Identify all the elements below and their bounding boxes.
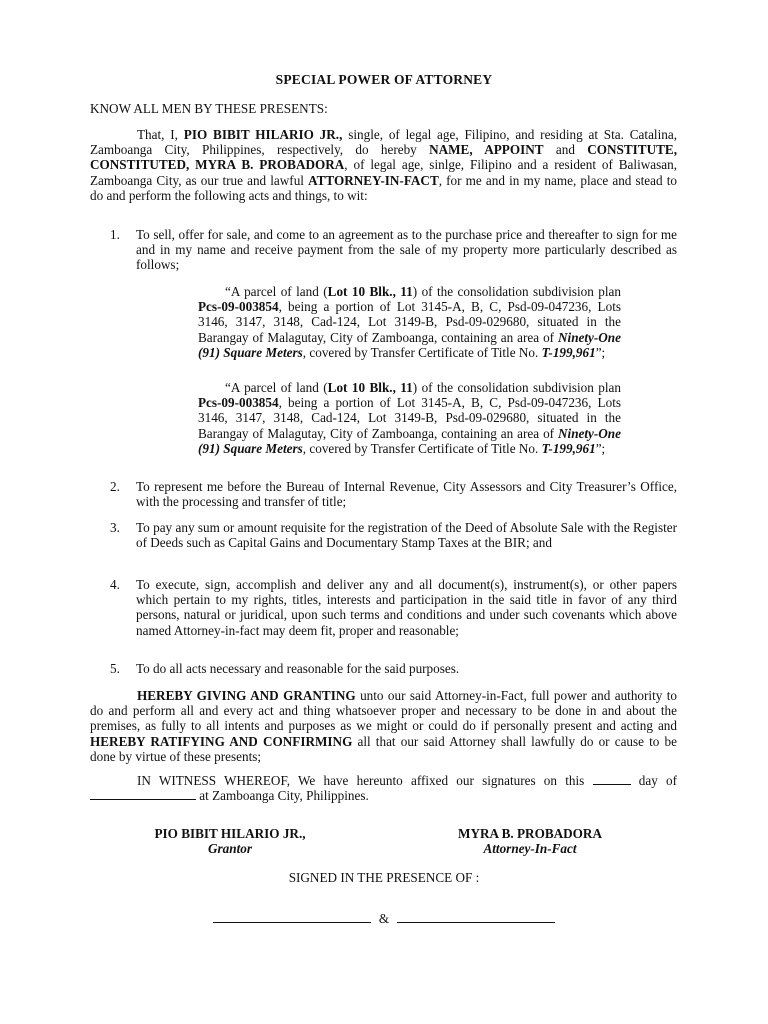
witness-paragraph — [90, 773, 677, 803]
item-number: 1. — [110, 227, 120, 242]
attorney-signature-block — [430, 826, 630, 856]
parcel-text: , covered by Transfer Certificate of Title No. — [302, 440, 542, 456]
powers-list-item-2 — [110, 479, 677, 509]
hereby-text: unto our said Attorney-in-Fact, full power and authority to do and perform all and every act and thing whatsoever proper and necessary to be done in and about the premises, as fully to all intents and purposes as we might or could do if personally present and acting and — [90, 688, 677, 734]
list-item — [110, 520, 677, 550]
list-item — [110, 479, 677, 509]
witness-2-signature-line[interactable] — [397, 910, 555, 923]
intro-paragraph — [90, 127, 677, 203]
name-appoint-text: NAME, APPOINT — [429, 142, 544, 158]
intro-text: , for me and in my name, place and stead to do and perform the following acts and things, to wit: — [90, 172, 677, 203]
witness-signature-lines — [0, 910, 768, 926]
month-blank-field[interactable] — [90, 788, 196, 800]
hereby-giving-paragraph — [90, 688, 677, 764]
plan-number: Pcs-09-003854 — [198, 299, 279, 315]
item-text: To execute, sign, accomplish and deliver any and all document(s), instrument(s), or other papers which pertain to my rights, titles, interests and participation in the said title in favor of any third persons, natural or juridical, upon such terms and conditions and under such covenants which above named Attorney-in-fact may deem fit, proper and reasonable; — [136, 577, 677, 638]
witness-text: IN WITNESS WHEREOF, We have hereunto affixed our signatures on this — [137, 773, 593, 788]
witness-text: day of — [630, 773, 678, 788]
item-number: 3. — [110, 520, 120, 535]
attorney-role: Attorney-In-Fact — [483, 841, 577, 857]
parcel-text: , being a portion of Lot 3145-A, B, C, Psd-09-047236, Lots 3146, 3147, 3148, Cad-124, Lot 3149-B, Psd-09-029680, situated in the Barangay of Malagutay, City of Zamboanga, containing an area of — [198, 299, 621, 345]
tct-number: T-199,961 — [541, 440, 596, 456]
powers-list-item-4 — [110, 577, 677, 638]
powers-list-item-5 — [110, 661, 677, 676]
know-all-men-heading: KNOW ALL MEN BY THESE PRESENTS: — [90, 101, 328, 116]
lot-number: Lot 10 Blk., 11 — [327, 380, 413, 395]
witness-1-signature-line[interactable] — [213, 910, 371, 923]
grantor-role: Grantor — [208, 841, 252, 857]
lot-number: Lot 10 Blk., 11 — [327, 284, 413, 299]
hereby-text: all that our said Attorney shall lawfully do or cause to be done by virtue of these presents; — [90, 733, 677, 764]
tct-number: T-199,961 — [541, 344, 596, 360]
grantor-name: PIO BIBIT HILARIO JR., — [154, 826, 306, 841]
ampersand: & — [378, 911, 390, 926]
attorney-in-fact-inline: ATTORNEY-IN-FACT — [308, 172, 439, 188]
grantor-name-inline: PIO BIBIT HILARIO JR., — [183, 127, 343, 142]
item-text: To pay any sum or amount requisite for the registration of the Deed of Absolute Sale with the Register of Deeds such as Capital Gains and Documentary Stamp Taxes at the BIR; and — [136, 520, 677, 551]
parcel-area: Ninety-One (91) Square Meters — [198, 425, 621, 456]
list-item — [110, 661, 677, 676]
grantor-signature-block — [120, 826, 340, 856]
parcel-description-2 — [198, 380, 621, 456]
parcel-text: “A parcel of land ( — [225, 284, 328, 299]
parcel-text: , covered by Transfer Certificate of Title No. — [302, 344, 542, 360]
parcel-text: “A parcel of land ( — [225, 380, 328, 395]
parcel-area: Ninety-One (91) Square Meters — [198, 329, 621, 360]
day-blank-field[interactable] — [593, 773, 631, 785]
intro-text: and — [543, 142, 588, 158]
constitute-text: CONSTITUTE, CONSTITUTED, MYRA B. PROBADORA — [90, 142, 677, 173]
hereby-ratifying-text: HEREBY RATIFYING AND CONFIRMING — [90, 733, 353, 749]
parcel-text: ) of the consolidation subdivision plan — [412, 380, 621, 395]
intro-text: single, of legal age, Filipino, and residing at Sta. Catalina, Zamboanga City, Philippines, respectively, do hereby — [90, 127, 677, 158]
item-text: To do all acts necessary and reasonable for the said purposes. — [136, 661, 460, 676]
document-title: SPECIAL POWER OF ATTORNEY — [275, 72, 493, 87]
parcel-description-1 — [198, 284, 621, 360]
item-text: To represent me before the Bureau of Internal Revenue, City Assessors and City Treasurer’s Office, with the processing and transfer of title; — [136, 479, 677, 510]
intro-text: , of legal age, sinlge, Filipino and a resident of Baliwasan, Zamboanga City, as our true and lawful — [90, 157, 677, 188]
parcel-text: ) of the consolidation subdivision plan — [412, 284, 621, 299]
item-text: To sell, offer for sale, and come to an agreement as to the purchase price and thereafter to sign for me and in my name and receive payment from the sale of my property more particularly described as follows; — [136, 227, 677, 273]
item-number: 4. — [110, 577, 120, 592]
list-item — [110, 227, 677, 273]
attorney-name: MYRA B. PROBADORA — [458, 826, 602, 841]
plan-number: Pcs-09-003854 — [198, 395, 279, 411]
parcel-text: ”; — [595, 440, 606, 456]
powers-list-item-3 — [110, 520, 677, 550]
parcel-text: , being a portion of Lot 3145-A, B, C, Psd-09-047236, Lots 3146, 3147, 3148, Cad-124, Lot 3149-B, Psd-09-029680, situated in the Barangay of Malagutay, City of Zamboanga, containing an area of — [198, 395, 621, 441]
witness-text: at Zamboanga City, Philippines. — [196, 788, 369, 804]
signed-presence-heading: SIGNED IN THE PRESENCE OF : — [288, 870, 480, 885]
intro-text: That, I, — [137, 127, 184, 142]
list-item — [110, 577, 677, 638]
item-number: 5. — [110, 661, 120, 676]
parcel-text: ”; — [595, 344, 606, 360]
item-number: 2. — [110, 479, 120, 494]
hereby-giving-text: HEREBY GIVING AND GRANTING — [137, 688, 356, 703]
powers-list-item-1 — [110, 227, 677, 273]
